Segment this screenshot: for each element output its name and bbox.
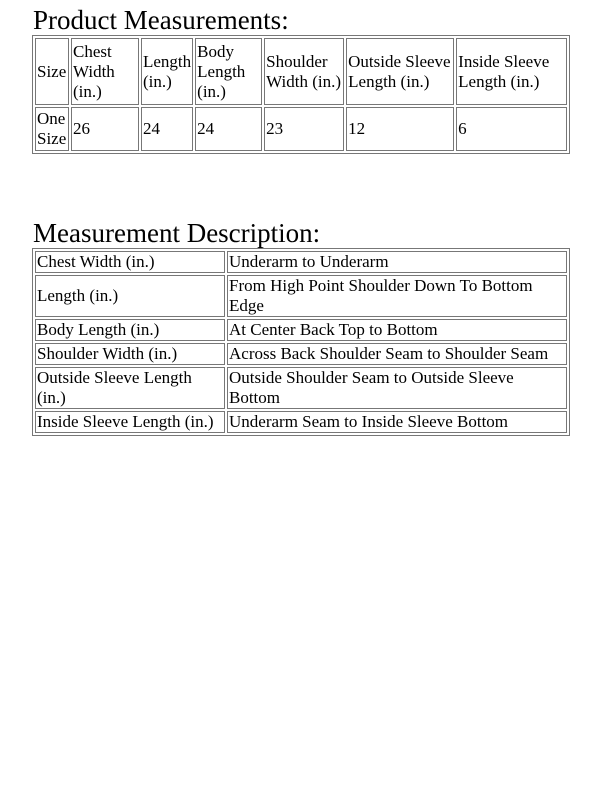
table-header-row <box>35 38 567 105</box>
cell-inside-sleeve-length: 6 <box>456 107 567 151</box>
product-measurements-title: Product Measurements: <box>33 5 289 35</box>
measurement-description-table <box>32 248 570 436</box>
measurement-name: Outside Sleeve Length (in.) <box>35 367 225 409</box>
measurement-name: Body Length (in.) <box>35 319 225 341</box>
measurement-description: At Center Back Top to Bottom <box>227 319 567 341</box>
header-outside-sleeve-length: Outside Sleeve Length (in.) <box>346 38 454 105</box>
table-row <box>35 275 567 317</box>
header-shoulder-width: Shoulder Width (in.) <box>264 38 344 105</box>
measurement-name: Shoulder Width (in.) <box>35 343 225 365</box>
measurement-description: Across Back Shoulder Seam to Shoulder Seam <box>227 343 567 365</box>
table-row <box>35 107 567 151</box>
measurement-description: Underarm to Underarm <box>227 251 567 273</box>
header-size: Size <box>35 38 69 105</box>
product-measurements-table <box>32 35 570 154</box>
cell-chest-width: 26 <box>71 107 139 151</box>
measurement-name: Length (in.) <box>35 275 225 317</box>
cell-outside-sleeve-length: 12 <box>346 107 454 151</box>
cell-body-length: 24 <box>195 107 262 151</box>
cell-shoulder-width: 23 <box>264 107 344 151</box>
measurement-description-title: Measurement Description: <box>33 218 321 248</box>
measurement-description: Underarm Seam to Inside Sleeve Bottom <box>227 411 567 433</box>
header-length: Length (in.) <box>141 38 193 105</box>
table-row <box>35 367 567 409</box>
measurement-name: Inside Sleeve Length (in.) <box>35 411 225 433</box>
header-chest-width: Chest Width (in.) <box>71 38 139 105</box>
table-row <box>35 411 567 433</box>
cell-size: One Size <box>35 107 69 151</box>
header-inside-sleeve-length: Inside Sleeve Length (in.) <box>456 38 567 105</box>
cell-length: 24 <box>141 107 193 151</box>
measurement-description: From High Point Shoulder Down To Bottom Edge <box>227 275 567 317</box>
measurement-description: Outside Shoulder Seam to Outside Sleeve Bottom <box>227 367 567 409</box>
table-row <box>35 251 567 273</box>
table-row <box>35 319 567 341</box>
table-row <box>35 343 567 365</box>
header-body-length: Body Length (in.) <box>195 38 262 105</box>
measurement-name: Chest Width (in.) <box>35 251 225 273</box>
